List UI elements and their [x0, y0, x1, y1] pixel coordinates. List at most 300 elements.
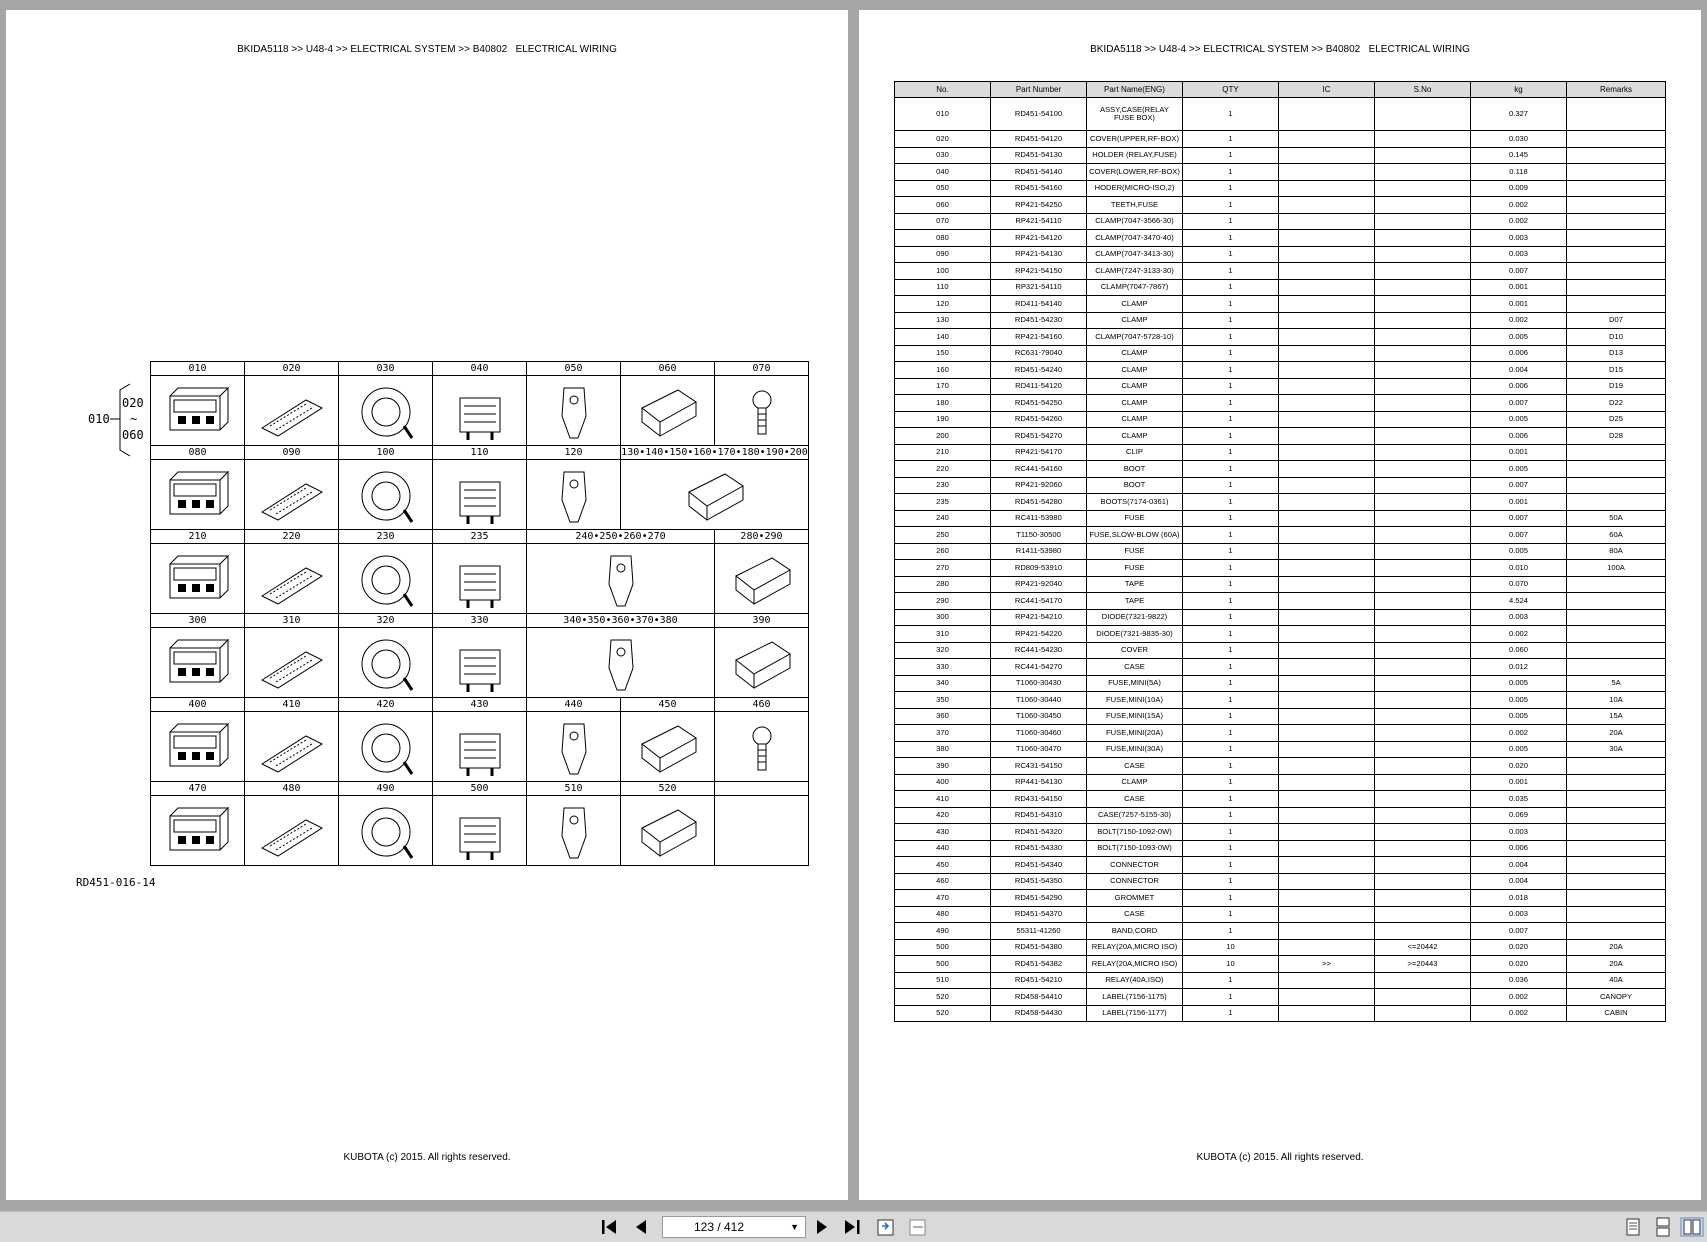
table-cell: 1: [1183, 494, 1279, 511]
callout-label: 410: [245, 698, 339, 712]
table-cell: [1279, 131, 1375, 148]
table-cell: 460: [895, 873, 991, 890]
table-cell: [1375, 312, 1471, 329]
table-cell: [1567, 444, 1666, 461]
continuous-page-icon[interactable]: [1650, 1216, 1676, 1238]
table-cell: 070: [895, 213, 991, 230]
table-cell: 1: [1183, 708, 1279, 725]
table-cell: RD451-54130: [991, 147, 1087, 164]
table-row: [895, 312, 1666, 329]
table-cell: [1567, 923, 1666, 940]
table-cell: RD451-54240: [991, 362, 1087, 379]
table-cell: [1567, 791, 1666, 808]
table-cell: [1567, 824, 1666, 841]
table-cell: RD411-54140: [991, 296, 1087, 313]
table-cell: [1567, 626, 1666, 643]
table-cell: 0.001: [1471, 774, 1567, 791]
table-row: [895, 906, 1666, 923]
table-cell: 50A: [1567, 510, 1666, 527]
table-cell: 0.030: [1471, 131, 1567, 148]
table-cell: [1279, 345, 1375, 362]
table-cell: CASE: [1087, 659, 1183, 676]
table-cell: 0.005: [1471, 329, 1567, 346]
table-cell: [1279, 444, 1375, 461]
table-cell: D25: [1567, 411, 1666, 428]
table-cell: [1375, 890, 1471, 907]
table-cell: [1375, 989, 1471, 1006]
table-row: [895, 147, 1666, 164]
two-page-icon[interactable]: [1679, 1216, 1705, 1238]
table-cell: 1: [1183, 345, 1279, 362]
table-cell: RD451-54100: [991, 98, 1087, 131]
table-row: [895, 873, 1666, 890]
table-cell: 0.060: [1471, 642, 1567, 659]
part-illustration: [433, 628, 527, 698]
table-cell: CASE: [1087, 791, 1183, 808]
table-row: [895, 576, 1666, 593]
table-cell: [1567, 758, 1666, 775]
table-row: [895, 560, 1666, 577]
table-cell: FUSE: [1087, 510, 1183, 527]
table-row: [895, 411, 1666, 428]
table-cell: HOLDER (RELAY,FUSE): [1087, 147, 1183, 164]
table-cell: FUSE,MINI(10A): [1087, 692, 1183, 709]
table-cell: RC431-54150: [991, 758, 1087, 775]
table-cell: FUSE,SLOW-BLOW (60A): [1087, 527, 1183, 544]
table-cell: 1: [1183, 312, 1279, 329]
table-cell: 1: [1183, 444, 1279, 461]
table-cell: [1375, 510, 1471, 527]
table-cell: [1567, 906, 1666, 923]
chevron-down-icon[interactable]: ▼: [790, 1222, 799, 1232]
table-cell: [1375, 362, 1471, 379]
table-row: [895, 890, 1666, 907]
table-cell: [1375, 527, 1471, 544]
table-cell: RELAY(20A,MICRO ISO): [1087, 939, 1183, 956]
table-cell: 0.001: [1471, 444, 1567, 461]
table-cell: RC631-79040: [991, 345, 1087, 362]
table-cell: 15A: [1567, 708, 1666, 725]
table-cell: [1375, 873, 1471, 890]
table-cell: 1: [1183, 362, 1279, 379]
table-cell: [1375, 626, 1471, 643]
table-row: [895, 345, 1666, 362]
table-cell: CLAMP: [1087, 345, 1183, 362]
part-illustration: [339, 376, 433, 446]
part-illustration: [245, 544, 339, 614]
table-cell: 370: [895, 725, 991, 742]
table-cell: 520: [895, 989, 991, 1006]
table-cell: [1279, 147, 1375, 164]
table-cell: 160: [895, 362, 991, 379]
callout-label: 400: [151, 698, 245, 712]
table-cell: 1: [1183, 593, 1279, 610]
part-illustration: [527, 796, 621, 866]
table-cell: 0.327: [1471, 98, 1567, 131]
table-cell: 4.524: [1471, 593, 1567, 610]
table-cell: RC441-54270: [991, 659, 1087, 676]
table-cell: [1567, 246, 1666, 263]
table-row: [895, 296, 1666, 313]
table-cell: [1279, 725, 1375, 742]
callout-label: 235: [433, 530, 527, 544]
table-cell: [1375, 758, 1471, 775]
table-cell: 1: [1183, 263, 1279, 280]
last-page-icon[interactable]: [839, 1216, 865, 1238]
table-cell: RD451-54230: [991, 312, 1087, 329]
table-row: [895, 164, 1666, 181]
table-cell: RD458-54430: [991, 1005, 1087, 1022]
table-cell: [1279, 164, 1375, 181]
table-row: [895, 494, 1666, 511]
table-cell: D15: [1567, 362, 1666, 379]
part-illustration: [527, 628, 715, 698]
table-cell: RD451-54160: [991, 180, 1087, 197]
table-cell: D22: [1567, 395, 1666, 412]
table-cell: [1567, 659, 1666, 676]
callout-label: [715, 782, 809, 796]
table-cell: <=20442: [1375, 939, 1471, 956]
table-cell: 1: [1183, 873, 1279, 890]
table-cell: 1: [1183, 527, 1279, 544]
table-cell: 250: [895, 527, 991, 544]
table-cell: BOOTS(7174-0361): [1087, 494, 1183, 511]
table-cell: [1279, 395, 1375, 412]
part-illustration: [715, 628, 809, 698]
table-cell: RP421-54110: [991, 213, 1087, 230]
table-cell: [1375, 708, 1471, 725]
table-cell: [1375, 807, 1471, 824]
callout-label: 300: [151, 614, 245, 628]
table-cell: CLAMP(7047-7867): [1087, 279, 1183, 296]
table-cell: CLIP: [1087, 444, 1183, 461]
table-cell: [1375, 197, 1471, 214]
table-cell: 480: [895, 906, 991, 923]
table-cell: [1375, 180, 1471, 197]
table-cell: 10: [1183, 939, 1279, 956]
table-cell: [1279, 840, 1375, 857]
table-cell: [1375, 543, 1471, 560]
table-cell: COVER(UPPER,RF-BOX): [1087, 131, 1183, 148]
table-cell: [1279, 180, 1375, 197]
table-cell: 0.007: [1471, 477, 1567, 494]
table-cell: 450: [895, 857, 991, 874]
table-cell: 1: [1183, 197, 1279, 214]
table-cell: 1: [1183, 972, 1279, 989]
table-cell: 0.002: [1471, 197, 1567, 214]
table-cell: [1567, 807, 1666, 824]
part-illustration: [621, 796, 715, 866]
callout-label: 210: [151, 530, 245, 544]
table-cell: 090: [895, 246, 991, 263]
table-cell: [1279, 213, 1375, 230]
table-row: [895, 824, 1666, 841]
table-cell: CASE(7257-5155-30): [1087, 807, 1183, 824]
column-header: S.No: [1375, 82, 1471, 98]
callout-label: 080: [151, 446, 245, 460]
callout-label: 480: [245, 782, 339, 796]
table-cell: RD451-54250: [991, 395, 1087, 412]
table-row: [895, 477, 1666, 494]
table-cell: 55311-41260: [991, 923, 1087, 940]
table-cell: 1: [1183, 758, 1279, 775]
table-cell: BOOT: [1087, 477, 1183, 494]
table-cell: 1: [1183, 609, 1279, 626]
table-cell: [1279, 230, 1375, 247]
table-cell: 0.006: [1471, 428, 1567, 445]
table-cell: 010: [895, 98, 991, 131]
table-cell: 240: [895, 510, 991, 527]
table-cell: [1375, 593, 1471, 610]
table-cell: 1: [1183, 428, 1279, 445]
callout-label: 510: [527, 782, 621, 796]
table-cell: 0.005: [1471, 692, 1567, 709]
table-cell: [1567, 593, 1666, 610]
table-cell: [1279, 609, 1375, 626]
table-cell: [1279, 791, 1375, 808]
table-cell: 1: [1183, 725, 1279, 742]
table-cell: [1375, 741, 1471, 758]
page-number-input[interactable]: [663, 1217, 775, 1237]
table-cell: [1375, 824, 1471, 841]
column-header: QTY: [1183, 82, 1279, 98]
part-illustration: [715, 544, 809, 614]
table-cell: [1279, 890, 1375, 907]
table-cell: [1279, 873, 1375, 890]
footer-copyright: KUBOTA (c) 2015. All rights reserved.: [1196, 1152, 1364, 1163]
table-cell: COVER(LOWER,RF-BOX): [1087, 164, 1183, 181]
table-cell: RD451-54210: [991, 972, 1087, 989]
table-cell: RC441-54230: [991, 642, 1087, 659]
table-row: [895, 180, 1666, 197]
callout-label: 100: [339, 446, 433, 460]
table-cell: [1567, 180, 1666, 197]
table-cell: 0.007: [1471, 395, 1567, 412]
table-cell: CLAMP: [1087, 362, 1183, 379]
table-cell: [1279, 807, 1375, 824]
table-row: [895, 923, 1666, 940]
table-cell: R1411-53980: [991, 543, 1087, 560]
column-header: Remarks: [1567, 82, 1666, 98]
table-cell: [1279, 197, 1375, 214]
prev-page-icon[interactable]: [628, 1216, 654, 1238]
table-cell: 0.012: [1471, 659, 1567, 676]
callout-label: 330: [433, 614, 527, 628]
table-cell: RD451-54382: [991, 956, 1087, 973]
table-cell: RP421-54150: [991, 263, 1087, 280]
table-row: [895, 989, 1666, 1006]
table-cell: [1279, 378, 1375, 395]
table-cell: 0.001: [1471, 494, 1567, 511]
callout-label: 450: [621, 698, 715, 712]
page-left-diagram: [6, 10, 848, 1200]
column-header: No.: [895, 82, 991, 98]
fit-page-icon[interactable]: [873, 1216, 899, 1238]
callout-label: 220: [245, 530, 339, 544]
table-cell: 170: [895, 378, 991, 395]
callout-label: 090: [245, 446, 339, 460]
table-cell: [1375, 296, 1471, 313]
table-cell: RD451-54310: [991, 807, 1087, 824]
table-cell: 1: [1183, 461, 1279, 478]
table-cell: T1060-30450: [991, 708, 1087, 725]
part-illustration: [715, 376, 809, 446]
table-cell: [1567, 890, 1666, 907]
table-cell: 1: [1183, 560, 1279, 577]
table-cell: [1375, 494, 1471, 511]
table-cell: [1375, 560, 1471, 577]
table-cell: 20A: [1567, 939, 1666, 956]
table-cell: [1375, 279, 1471, 296]
table-cell: [1375, 428, 1471, 445]
table-cell: [1279, 774, 1375, 791]
table-cell: BAND,CORD: [1087, 923, 1183, 940]
callout-label: 420: [339, 698, 433, 712]
part-illustration: [151, 796, 245, 866]
table-cell: >>: [1279, 956, 1375, 973]
svg-text:~: ~: [130, 412, 138, 426]
table-cell: CONNECTOR: [1087, 873, 1183, 890]
column-header: kg: [1471, 82, 1567, 98]
table-cell: T1060-30460: [991, 725, 1087, 742]
callout-label: 030: [339, 362, 433, 376]
table-cell: 0.002: [1471, 725, 1567, 742]
table-row: [895, 98, 1666, 131]
first-page-icon[interactable]: [598, 1216, 624, 1238]
table-cell: [1375, 246, 1471, 263]
part-illustration: [245, 712, 339, 782]
table-row: [895, 791, 1666, 808]
table-cell: RD451-54140: [991, 164, 1087, 181]
next-page-icon[interactable]: [809, 1216, 835, 1238]
table-cell: 390: [895, 758, 991, 775]
table-row: [895, 131, 1666, 148]
table-cell: 1: [1183, 890, 1279, 907]
table-cell: 1: [1183, 791, 1279, 808]
table-cell: [1375, 840, 1471, 857]
table-cell: [1375, 345, 1471, 362]
table-cell: 1: [1183, 807, 1279, 824]
part-illustration: [339, 628, 433, 698]
table-row: [895, 1005, 1666, 1022]
table-cell: RD451-54350: [991, 873, 1087, 890]
table-cell: RC441-54160: [991, 461, 1087, 478]
table-cell: T1150-30500: [991, 527, 1087, 544]
table-cell: 1: [1183, 510, 1279, 527]
table-row: [895, 543, 1666, 560]
table-cell: [1567, 494, 1666, 511]
svg-text:060: 060: [122, 428, 144, 442]
table-cell: 1: [1183, 741, 1279, 758]
table-cell: 470: [895, 890, 991, 907]
table-cell: [1567, 131, 1666, 148]
table-cell: [1567, 576, 1666, 593]
table-row: [895, 708, 1666, 725]
table-cell: BOLT(7150-1093-0W): [1087, 840, 1183, 857]
table-cell: [1567, 164, 1666, 181]
single-page-icon[interactable]: [1620, 1216, 1646, 1238]
table-row: [895, 659, 1666, 676]
table-cell: [1567, 477, 1666, 494]
page-indicator[interactable]: [662, 1216, 806, 1238]
table-row: [895, 230, 1666, 247]
table-cell: 020: [895, 131, 991, 148]
table-cell: RP421-92040: [991, 576, 1087, 593]
table-cell: BOLT(7150-1092-0W): [1087, 824, 1183, 841]
fit-width-icon[interactable]: [905, 1216, 931, 1238]
table-cell: CONNECTOR: [1087, 857, 1183, 874]
table-row: [895, 725, 1666, 742]
table-cell: 0.002: [1471, 989, 1567, 1006]
table-cell: D13: [1567, 345, 1666, 362]
parts-table-header: [895, 82, 1666, 98]
table-cell: [1279, 675, 1375, 692]
table-cell: 260: [895, 543, 991, 560]
table-cell: RP321-54110: [991, 279, 1087, 296]
part-illustration: [151, 376, 245, 446]
table-cell: 360: [895, 708, 991, 725]
table-cell: FUSE,MINI(15A): [1087, 708, 1183, 725]
table-cell: LABEL(7156-1175): [1087, 989, 1183, 1006]
table-cell: [1279, 98, 1375, 131]
table-cell: 130: [895, 312, 991, 329]
part-illustration: [245, 376, 339, 446]
callout-label: 110: [433, 446, 527, 460]
table-cell: 500: [895, 939, 991, 956]
table-cell: 0.005: [1471, 675, 1567, 692]
table-cell: 0.003: [1471, 906, 1567, 923]
table-cell: CASE: [1087, 906, 1183, 923]
table-cell: 0.145: [1471, 147, 1567, 164]
table-cell: [1279, 296, 1375, 313]
table-cell: 0.018: [1471, 890, 1567, 907]
table-cell: 1: [1183, 296, 1279, 313]
table-cell: [1567, 230, 1666, 247]
viewer-toolbar: [0, 1211, 1707, 1242]
table-cell: 060: [895, 197, 991, 214]
table-cell: 5A: [1567, 675, 1666, 692]
callout-label: 050: [527, 362, 621, 376]
table-cell: [1375, 329, 1471, 346]
table-cell: TEETH,FUSE: [1087, 197, 1183, 214]
table-cell: CLAMP: [1087, 411, 1183, 428]
table-cell: 0.005: [1471, 741, 1567, 758]
table-cell: 500: [895, 956, 991, 973]
callout-label: 240•250•260•270: [527, 530, 715, 544]
callout-label: 040: [433, 362, 527, 376]
table-cell: [1567, 296, 1666, 313]
table-cell: [1279, 263, 1375, 280]
table-cell: [1375, 906, 1471, 923]
table-cell: 1: [1183, 642, 1279, 659]
table-cell: 0.004: [1471, 362, 1567, 379]
table-cell: [1279, 576, 1375, 593]
table-cell: 200: [895, 428, 991, 445]
table-cell: [1375, 444, 1471, 461]
table-cell: D28: [1567, 428, 1666, 445]
table-cell: [1567, 642, 1666, 659]
table-cell: [1279, 494, 1375, 511]
table-cell: 1: [1183, 906, 1279, 923]
table-cell: RP421-54160: [991, 329, 1087, 346]
table-cell: [1567, 147, 1666, 164]
table-cell: D10: [1567, 329, 1666, 346]
table-cell: [1375, 477, 1471, 494]
table-cell: [1279, 329, 1375, 346]
part-illustration: [715, 796, 809, 866]
table-cell: 440: [895, 840, 991, 857]
table-cell: 0.020: [1471, 939, 1567, 956]
